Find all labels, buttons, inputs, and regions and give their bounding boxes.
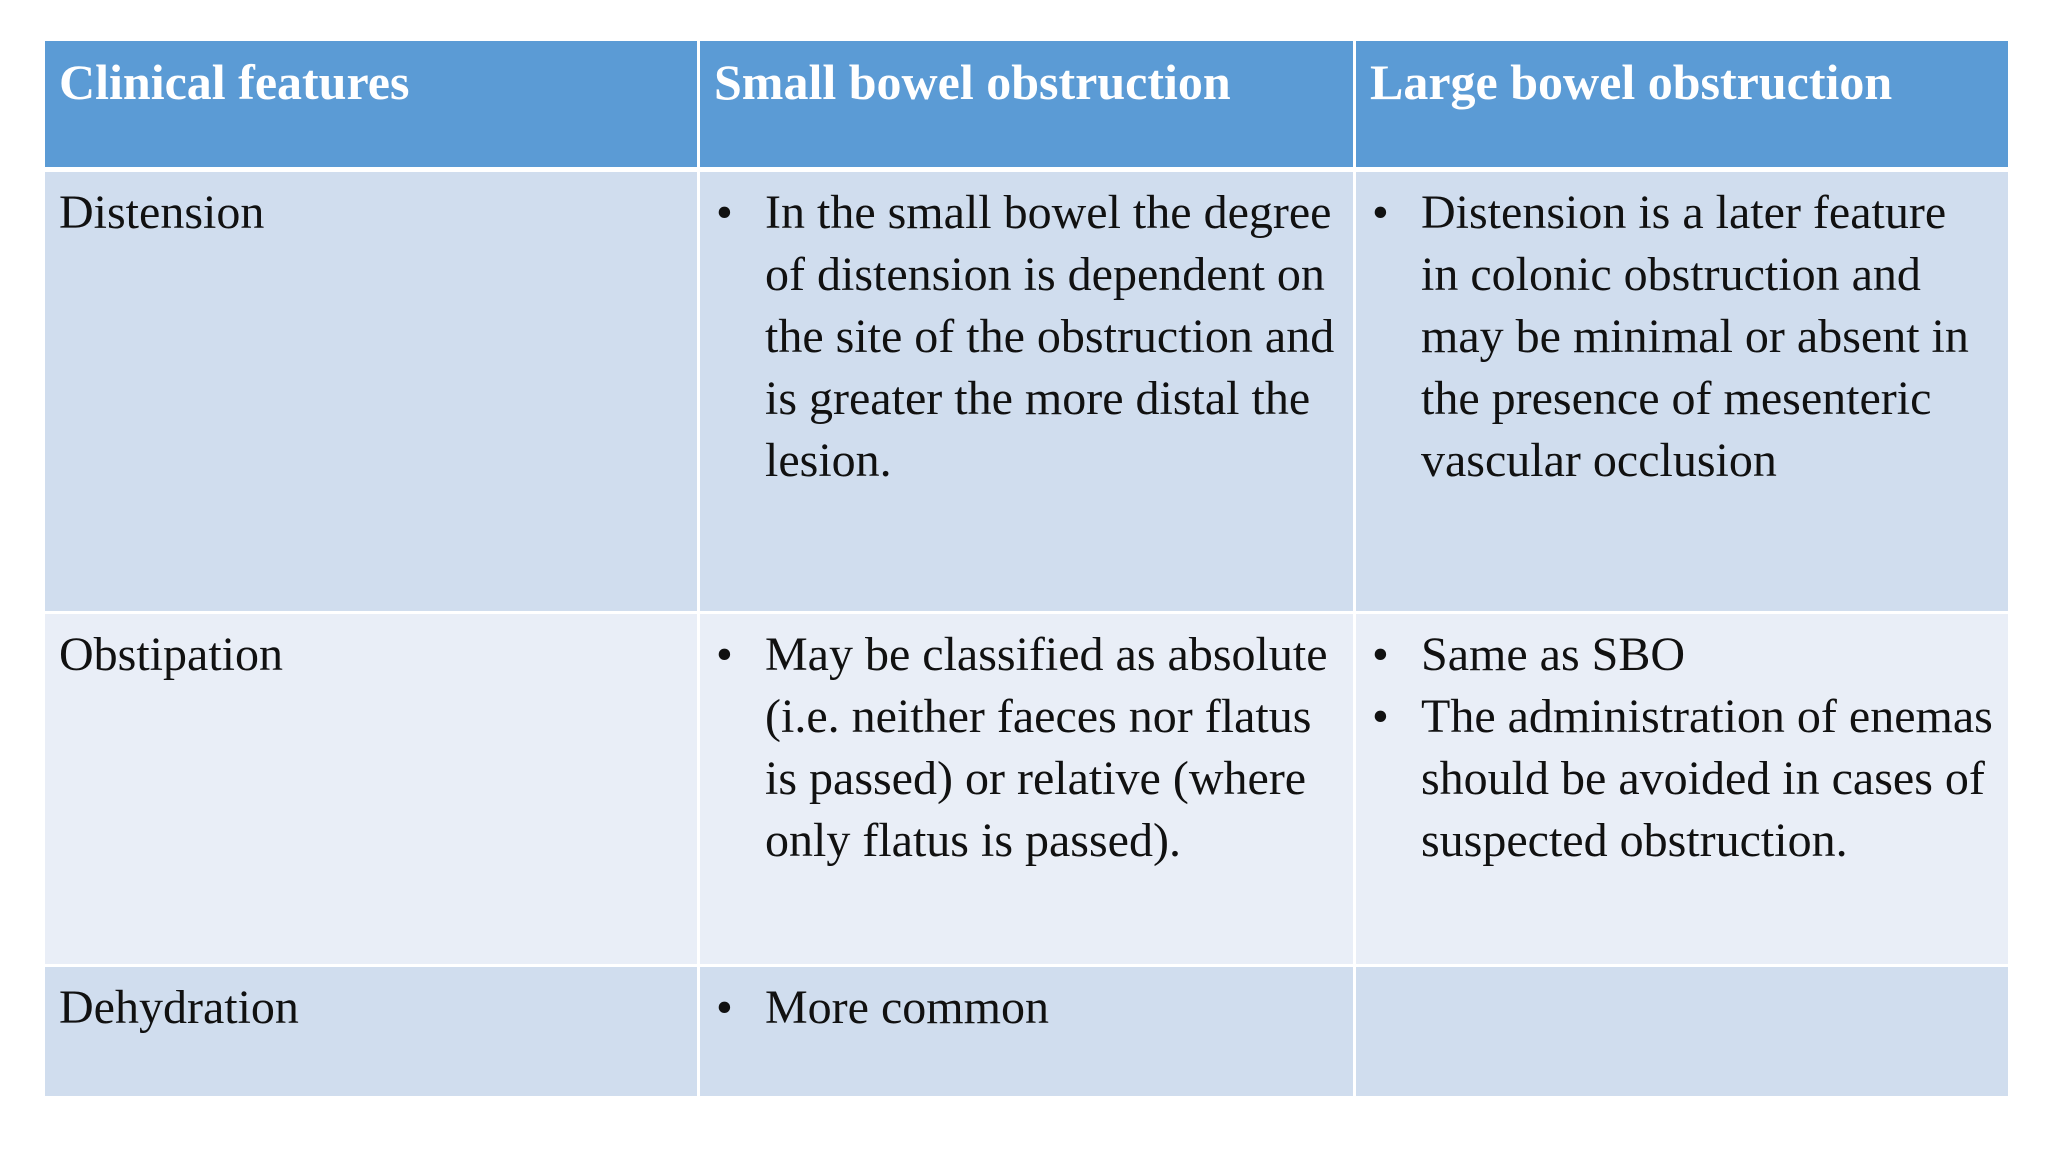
bullet-icon: • — [1372, 690, 1389, 743]
bullet-list — [1370, 624, 1994, 872]
large-bowel-cell — [1355, 613, 2010, 966]
bullet-text: May be classified as absolute (i.e. neither faeces nor flatus is passed) or relative (where only flatus is passed). — [765, 628, 1328, 867]
bullet-icon: • — [1372, 628, 1389, 681]
bullet-list — [714, 624, 1339, 872]
bullet-icon: • — [1372, 186, 1389, 239]
table-row-obstipation — [44, 613, 2010, 966]
feature-label: Distension — [59, 186, 265, 239]
bullet-item — [714, 977, 1339, 1039]
bullet-text: In the small bowel the degree of distension is dependent on the site of the obstruction and is greater the more distal the lesion. — [765, 186, 1335, 487]
feature-label: Dehydration — [59, 981, 299, 1034]
bullet-item — [1370, 624, 1994, 686]
bullet-list — [714, 977, 1339, 1039]
header-large-bowel-obstruction: Large bowel obstruction — [1355, 40, 2010, 170]
bullet-text: Distension is a later feature in colonic obstruction and may be minimal or absent in the presence of mesenteric vascular occlusion — [1421, 186, 1969, 487]
feature-label: Obstipation — [59, 628, 283, 681]
header-clinical-features: Clinical features — [44, 40, 699, 170]
feature-cell — [44, 170, 699, 613]
table-row-distension — [44, 170, 2010, 613]
bullet-icon: • — [716, 628, 733, 681]
bullet-icon: • — [716, 186, 733, 239]
bullet-icon: • — [716, 981, 733, 1034]
header-small-bowel-obstruction: Small bowel obstruction — [699, 40, 1355, 170]
bullet-text: The administration of enemas should be avoided in cases of suspected obstruction. — [1421, 690, 1993, 867]
small-bowel-cell — [699, 613, 1355, 966]
large-bowel-cell-empty — [1355, 966, 2010, 1098]
bullet-list — [714, 182, 1339, 492]
large-bowel-cell — [1355, 170, 2010, 613]
feature-cell — [44, 613, 699, 966]
bullet-item — [714, 182, 1339, 492]
bullet-list — [1370, 182, 1994, 492]
bullet-item — [714, 624, 1339, 872]
feature-cell — [44, 966, 699, 1098]
bullet-item — [1370, 182, 1994, 492]
bullet-text: More common — [765, 981, 1049, 1034]
header-row — [44, 40, 2010, 170]
comparison-table — [42, 38, 2011, 1099]
small-bowel-cell — [699, 966, 1355, 1098]
small-bowel-cell — [699, 170, 1355, 613]
bullet-item — [1370, 686, 1994, 872]
table-row-dehydration — [44, 966, 2010, 1098]
bullet-text: Same as SBO — [1421, 628, 1685, 681]
